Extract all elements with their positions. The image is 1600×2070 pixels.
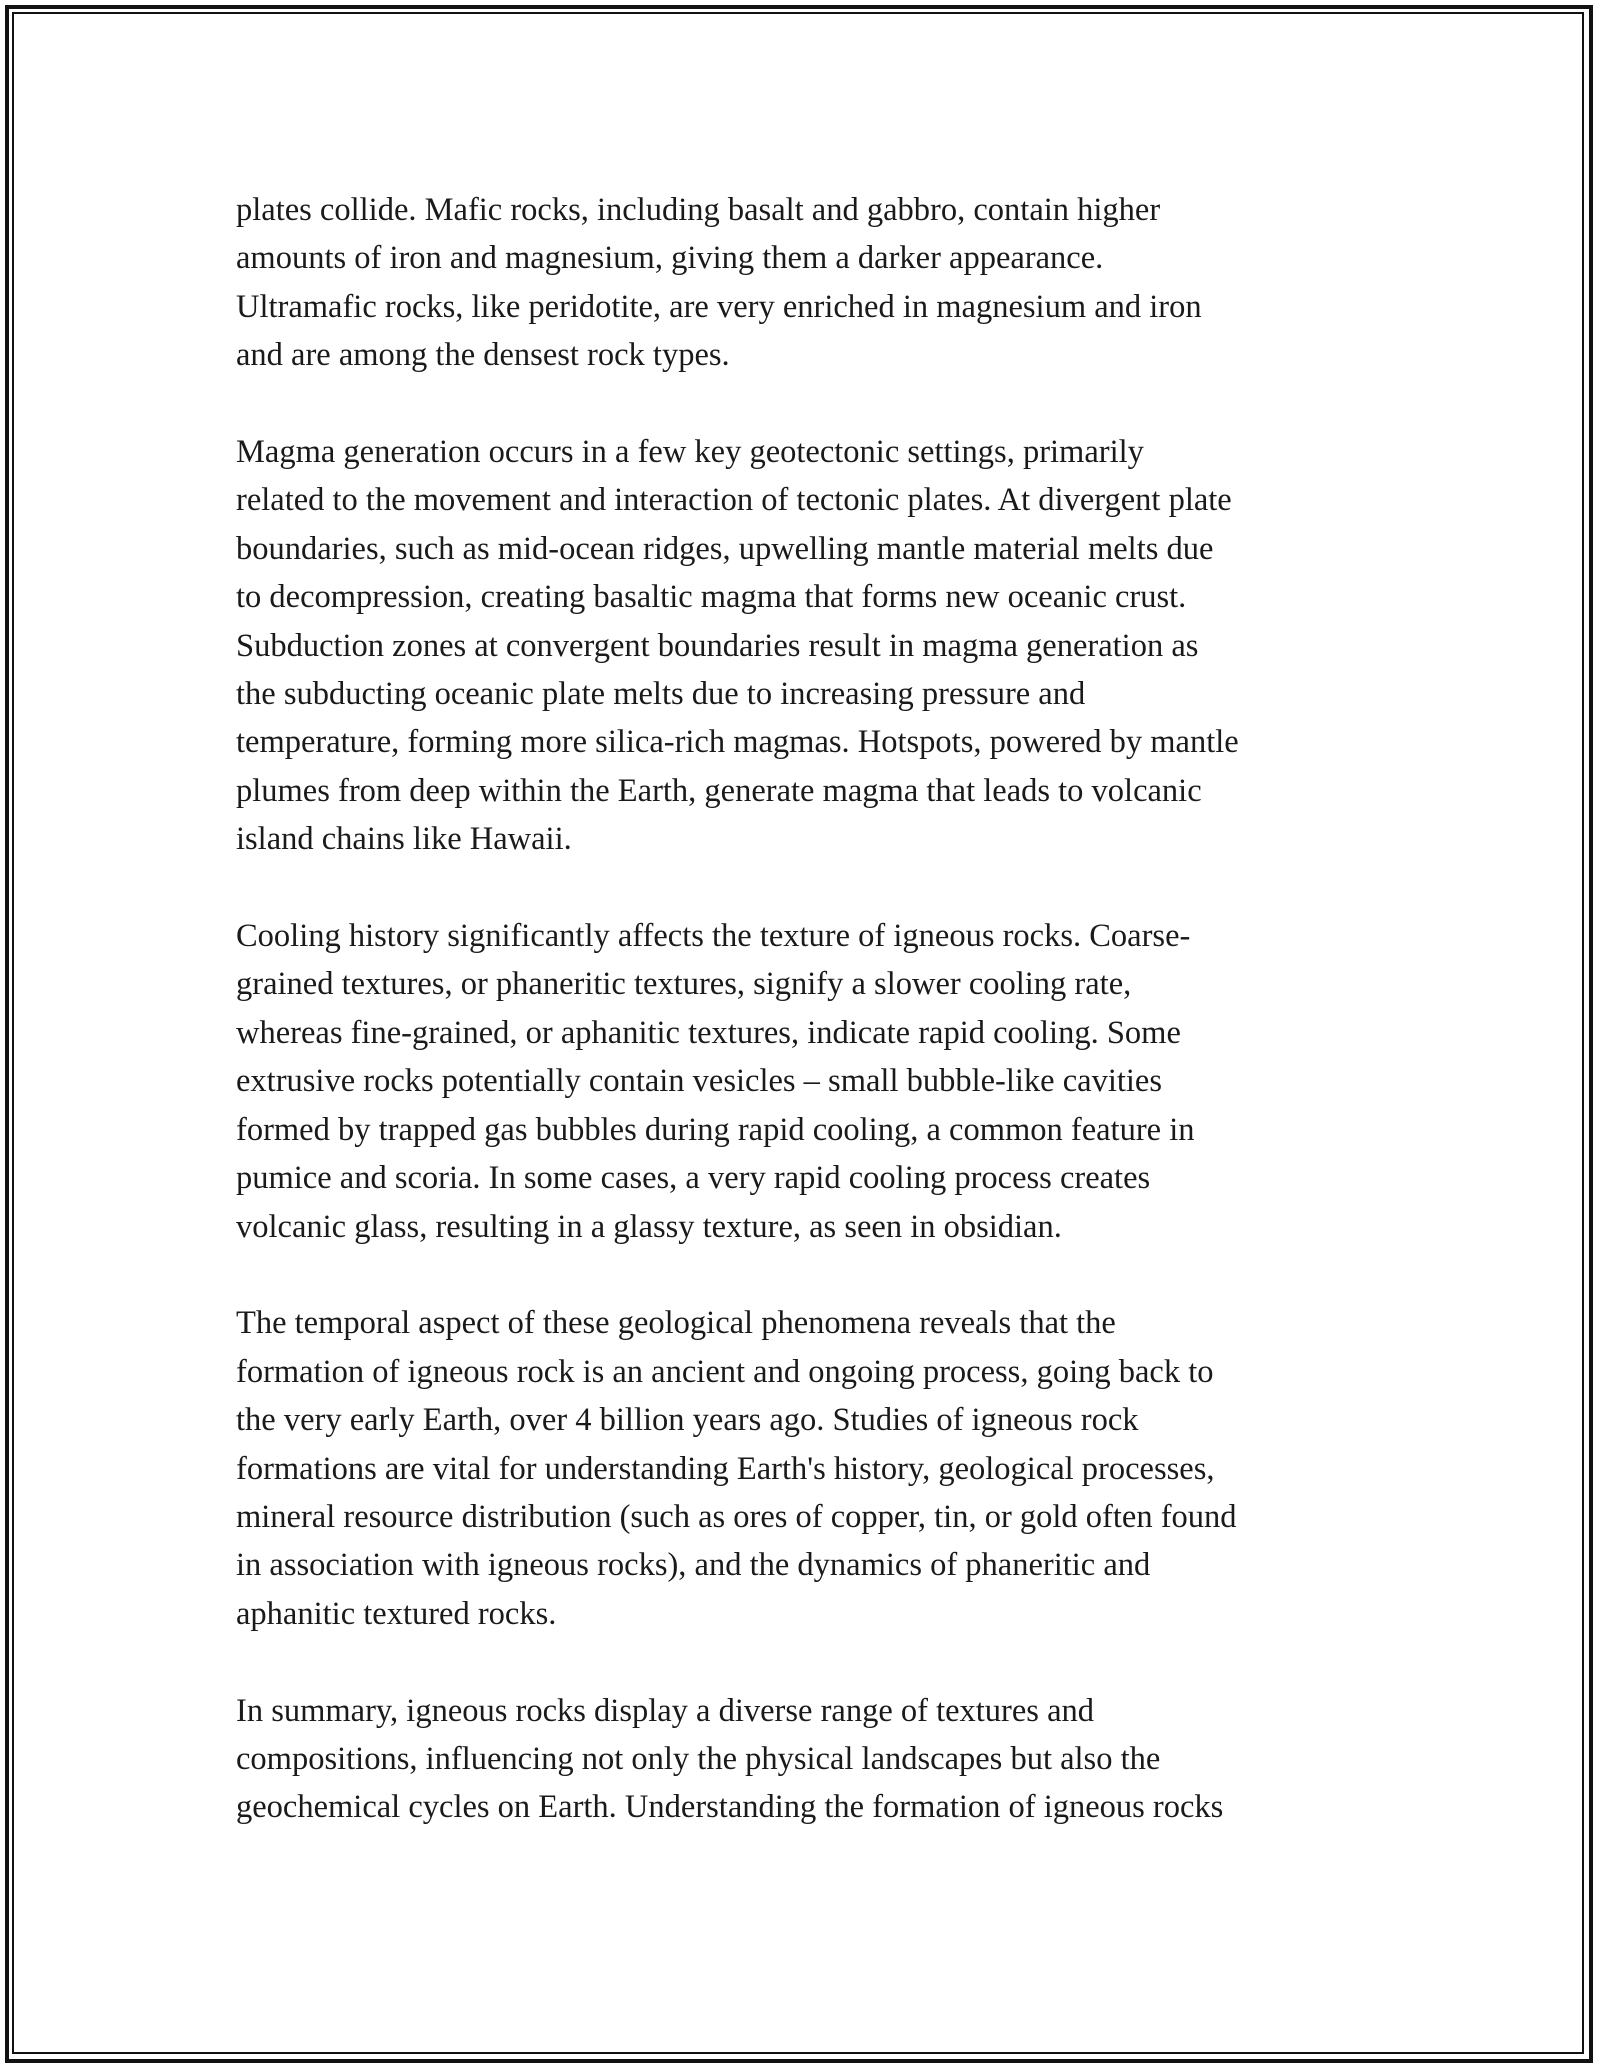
text-line: temperature, forming more silica-rich magmas. Hotspots, powered by mantle bbox=[236, 724, 1239, 761]
paragraph-1 bbox=[236, 186, 1386, 380]
text-line: aphanitic textured rocks. bbox=[236, 1595, 557, 1632]
text-line: formations are vital for understanding Earth's history, geological processes, bbox=[236, 1450, 1215, 1487]
text-line: whereas fine-grained, or aphanitic textures, indicate rapid cooling. Some bbox=[236, 1014, 1181, 1051]
text-line: extrusive rocks potentially contain vesicles – small bubble-like cavities bbox=[236, 1063, 1162, 1100]
text-line: compositions, influencing not only the physical landscapes but also the bbox=[236, 1740, 1161, 1777]
text-line: related to the movement and interaction of tectonic plates. At divergent plate bbox=[236, 482, 1232, 519]
text-line: the subducting oceanic plate melts due to increasing pressure and bbox=[236, 676, 1086, 713]
text-line: boundaries, such as mid-ocean ridges, upwelling mantle material melts due bbox=[236, 530, 1214, 567]
text-line: plates collide. Mafic rocks, including basalt and gabbro, contain higher bbox=[236, 192, 1161, 228]
text-line: The temporal aspect of these geological phenomena reveals that the bbox=[236, 1305, 1116, 1342]
text-line: pumice and scoria. In some cases, a very rapid cooling process creates bbox=[236, 1160, 1151, 1197]
text-line: to decompression, creating basaltic magma that forms new oceanic crust. bbox=[236, 579, 1187, 616]
text-line: amounts of iron and magnesium, giving them a darker appearance. bbox=[236, 240, 1104, 277]
paragraph-5 bbox=[236, 1687, 1386, 1832]
paragraph-3 bbox=[236, 912, 1386, 1251]
text-line: Cooling history significantly affects the texture of igneous rocks. Coarse- bbox=[236, 918, 1191, 955]
text-line: and are among the densest rock types. bbox=[236, 337, 730, 374]
text-line: grained textures, or phaneritic textures, signify a slower cooling rate, bbox=[236, 966, 1132, 1003]
text-line: the very early Earth, over 4 billion years ago. Studies of igneous rock bbox=[236, 1402, 1139, 1439]
text-line: Magma generation occurs in a few key geotectonic settings, primarily bbox=[236, 434, 1144, 471]
text-line: in association with igneous rocks), and the dynamics of phaneritic and bbox=[236, 1547, 1151, 1584]
text-line: Ultramafic rocks, like peridotite, are very enriched in magnesium and iron bbox=[236, 288, 1202, 325]
text-line: In summary, igneous rocks display a diverse range of textures and bbox=[236, 1692, 1094, 1729]
text-line: plumes from deep within the Earth, generate magma that leads to volcanic bbox=[236, 772, 1202, 809]
text-line: geochemical cycles on Earth. Understanding the formation of igneous rocks bbox=[236, 1789, 1224, 1826]
text-line: mineral resource distribution (such as ores of copper, tin, or gold often found bbox=[236, 1498, 1237, 1535]
text-line: formed by trapped gas bubbles during rapid cooling, a common feature in bbox=[236, 1111, 1195, 1148]
text-line: formation of igneous rock is an ancient and ongoing process, going back to bbox=[236, 1353, 1214, 1390]
paragraph-2 bbox=[236, 428, 1386, 864]
text-line: volcanic glass, resulting in a glassy texture, as seen in obsidian. bbox=[236, 1208, 1062, 1245]
paragraph-4 bbox=[236, 1299, 1386, 1638]
document-body bbox=[236, 186, 1386, 1880]
text-line: Subduction zones at convergent boundaries result in magma generation as bbox=[236, 627, 1199, 664]
text-line: island chains like Hawaii. bbox=[236, 821, 572, 858]
